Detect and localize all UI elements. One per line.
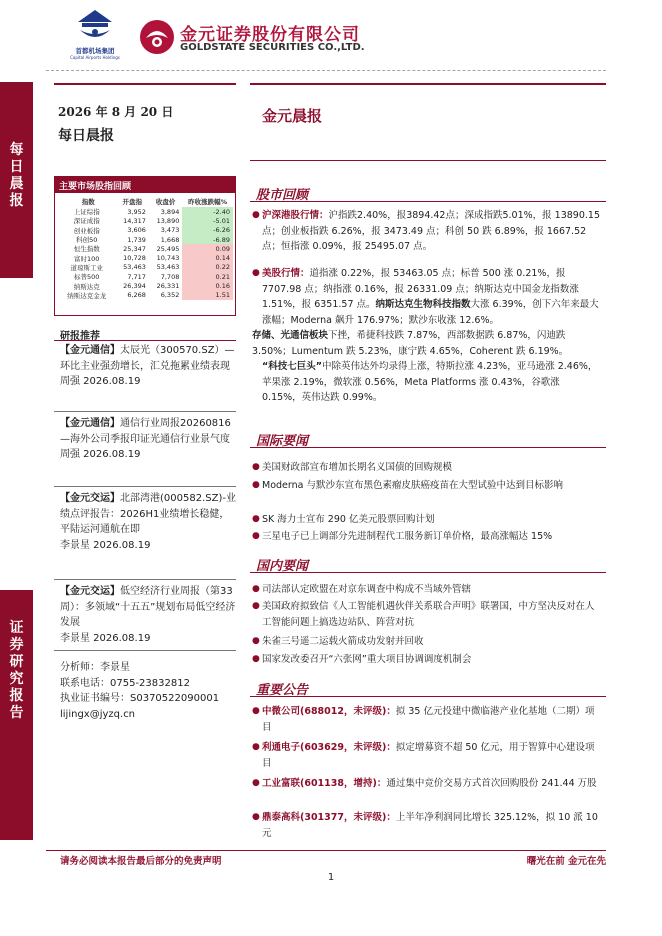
bullet-announce-3: ● 工业富联(601138，增持)：通过集中竞价交易方式首次回购股份 241.44 万股 — [262, 776, 602, 792]
reco-author: 周强 2026.08.19 — [60, 376, 141, 387]
market-row-name: 上证综指 — [73, 208, 100, 217]
analyst-divider — [54, 650, 236, 651]
market-row-close: 7,708 — [160, 272, 180, 281]
market-row-name: 恒生指数 — [73, 245, 100, 254]
bullet-us-market: ● 美股行情：道指涨 0.22%，报 53463.05 点；标普 500 涨 0.21%，报 7707.98 点；纳指涨 0.16%，报 26331.09 点；纳斯达克中国金龙指数涨 1.51%，报 6351.57 点。纳斯达克生物科技指数大涨 6.39%，创下六年来最大涨幅；Moderna 飙升 176.97%；默沙东收涨 12.6%。 存储、光通信板块下挫，希捷科技跌 7.87%，西部数据跌 6.87%，闪迪跌 3.50%；Lumentum 跌 5.23%，康宁跌 4.65%，Coherent 跌 6.19%。 “科技七巨头”中除英伟达外均录得上涨，特斯拉涨 4.23%，亚马逊涨 2.46%，苹果涨 2.19%，微软涨 0.56%，Meta Platforms 涨 0.43%，谷歌涨 0.15%，英伟达跌 0.99%。 — [252, 268, 599, 403]
market-row-close: 25,495 — [156, 244, 180, 253]
side-band-bottom — [0, 590, 33, 840]
reco-divider — [54, 411, 236, 412]
page-number: 1 — [327, 872, 335, 883]
section-divider — [250, 572, 606, 573]
footer-disclaimer[interactable]: 请务必阅读本报告最后部分的免责声明 — [60, 856, 222, 867]
reco-text: 太辰光（300570.SZ）—环比主业强劲增长，汇兑拖累业绩表现 — [60, 345, 235, 372]
market-row-change: 0.22 — [182, 263, 233, 272]
bullet-dot-icon: ● — [252, 706, 260, 716]
bullet-dot-icon: ● — [252, 462, 260, 472]
bullet-dot-icon: ● — [252, 742, 260, 752]
col-header-open: 开盘指 — [122, 198, 142, 206]
market-row — [61, 263, 233, 272]
bullet-dot-icon: ● — [252, 210, 260, 220]
market-row-open: 3,952 — [127, 207, 146, 216]
analyst-name: 分析师：李景星 — [60, 662, 130, 673]
company-name-en: GOLDSTATE SECURITIES CO.,LTD. — [180, 42, 365, 53]
reco-tag: 【金元通信】 — [60, 418, 120, 429]
bullet-dot-icon: ● — [252, 514, 260, 524]
market-row-open: 25,347 — [123, 244, 146, 253]
reco-divider — [54, 486, 236, 487]
market-row-name: 纳斯达克金龙 — [67, 291, 107, 300]
reco-item[interactable] — [60, 584, 236, 646]
market-row-name: 富时100 — [74, 254, 100, 263]
company-name-cn: 金元证券股份有限公司 — [180, 25, 360, 45]
bullet-announce-4: ● 鼎泰高科(301377，未评级)：上半年净利润同比增长 325.12%，拟 10 派 10 元 — [252, 812, 598, 839]
market-row-close: 6,352 — [160, 291, 180, 300]
reco-tag: 【金元交运】 — [60, 586, 120, 597]
reco-tag: 【金元通信】 — [60, 345, 120, 356]
bullet-dot-icon: ● — [252, 584, 260, 594]
airport-caption-cn: 首都机场集团 — [75, 47, 115, 55]
bullet-dot-icon: ● — [252, 812, 260, 822]
report-date-box — [54, 83, 236, 161]
market-row — [61, 216, 233, 225]
reco-author: 李景星 2026.08.19 — [60, 539, 151, 551]
market-row-name: 深证成指 — [73, 217, 100, 226]
market-row-close: 53,463 — [156, 263, 180, 272]
market-row-name: 创业板指 — [73, 226, 100, 235]
bullet-hs-market: ● 沪深港股行情：沪指跌2.40%，报3894.42点；深成指跌5.01%，报 13890.15 点；创业板指跌 6.26%，报 3473.49 点；科创 50 跌 6.89%，报 1667.52 点；恒指涨 0.09%，报 25495.07 点。 — [252, 210, 601, 252]
side-label-bottom: 证 券 研 究 报 告 — [9, 620, 24, 721]
side-label-top: 每 日 晨 报 — [9, 142, 24, 209]
analyst-cert: 执业证书编号：S0370522090001 — [60, 693, 220, 704]
section-title-domestic: 国内要闻 — [256, 559, 309, 574]
market-row-name: 纳斯达克 — [73, 282, 100, 291]
analyst-info — [60, 660, 236, 722]
market-row — [61, 291, 233, 300]
market-row-open: 26,394 — [123, 282, 146, 291]
market-row-change: 0.14 — [182, 253, 233, 262]
section-divider — [250, 696, 606, 697]
reco-item[interactable] — [60, 491, 236, 553]
goldstate-logo — [138, 18, 408, 58]
market-row-close: 3,894 — [160, 207, 180, 216]
market-row-close: 13,890 — [156, 216, 180, 225]
market-row-change: -6.89 — [182, 235, 233, 244]
col-header-index: 指数 — [81, 198, 95, 206]
bullet-domestic-2: ● 美国政府拟致信《人工智能机遇伙伴关系联合声明》联署国，中方坚决反对在人工智能问题上搞选边站队、阵营对抗 — [252, 601, 595, 628]
market-row-close: 26,331 — [156, 282, 180, 291]
market-row-open: 6,268 — [127, 291, 146, 300]
market-row-close: 1,668 — [160, 235, 180, 244]
reco-text: 北部湾港(000582.SZ)-业绩点评报告：2026H1业绩增长稳健，平陆运河通航在即 — [60, 493, 236, 535]
bullet-dot-icon: ● — [252, 531, 260, 541]
reco-text: 低空经济行业周报（第33周）：多领域“十五五”规划布局低空经济发展 — [60, 586, 236, 628]
analyst-phone: 联系电话：0755-23832812 — [60, 677, 190, 689]
section-title-announce: 重要公告 — [256, 683, 309, 698]
analyst-email[interactable]: lijingx@jyzq.cn — [60, 708, 136, 720]
reco-title: 研报推荐 — [60, 331, 100, 342]
footer-slogan: 曙光在前 金元在先 — [526, 856, 606, 867]
market-row-change: -6.26 — [182, 226, 233, 235]
market-index-table — [61, 196, 233, 300]
bullet-dot-icon: ● — [252, 601, 260, 611]
section-title-intl: 国际要闻 — [256, 434, 309, 449]
market-index-box — [54, 176, 236, 316]
market-row-open: 53,463 — [123, 263, 146, 272]
market-row — [61, 281, 233, 290]
market-row — [61, 226, 233, 235]
market-row-change: -5.01 — [182, 216, 233, 225]
market-row-name: 标普500 — [74, 273, 100, 282]
market-row-close: 10,743 — [156, 254, 180, 263]
market-row — [61, 244, 233, 253]
airport-emblem-icon — [74, 8, 116, 44]
col-header-close: 收盘价 — [155, 198, 176, 206]
bullet-intl-1: ● 美国财政部宣布增加长期名义国债的回购规模 — [262, 460, 602, 476]
market-row — [61, 272, 233, 281]
reco-tag: 【金元交运】 — [60, 493, 120, 504]
bullet-dot-icon: ● — [252, 778, 260, 788]
bullet-domestic-4: ● 国家发改委召开“六张网”重大项目协调调度机制会 — [262, 652, 602, 668]
header-logos — [60, 8, 400, 66]
reco-item[interactable] — [60, 416, 236, 463]
reco-text: 通信行业周报20260816—海外公司季报印证光通信行业景气度 — [60, 418, 231, 445]
report-title: 每日晨报 — [58, 128, 114, 144]
footer-divider — [46, 850, 606, 851]
market-row-open: 1,739 — [127, 235, 146, 244]
bullet-intl-3: ● SK 海力士宣布 290 亿美元股票回购计划 — [262, 512, 602, 528]
market-row-open: 7,717 — [127, 272, 146, 281]
market-row-change: 1.51 — [182, 291, 233, 300]
market-row-change: 0.09 — [182, 244, 233, 253]
bullet-announce-1: ● 中微公司(688012，未评级)：拟 35 亿元投建中微临港产业化基地（二期）项目 — [252, 706, 595, 733]
section-divider — [250, 201, 606, 202]
market-row-change: -2.40 — [182, 207, 233, 216]
report-date: 2026 年 8 月 20 日 — [58, 105, 174, 119]
side-band-top — [0, 82, 33, 278]
market-row-name: 科创50 — [76, 236, 98, 245]
market-row-change: 0.16 — [182, 281, 233, 290]
market-row — [61, 207, 233, 216]
market-row-open: 10,728 — [123, 254, 146, 263]
market-row — [61, 235, 233, 244]
market-row-close: 3,473 — [160, 226, 180, 235]
bullet-dot-icon: ● — [252, 480, 260, 490]
market-row — [61, 253, 233, 262]
right-title: 金元晨报 — [262, 107, 323, 125]
header-divider — [46, 70, 606, 71]
bullet-dot-icon: ● — [252, 268, 260, 278]
market-row-change: 0.21 — [182, 272, 233, 281]
section-title-market-review: 股市回顾 — [256, 188, 309, 203]
market-row-open: 14,317 — [123, 216, 146, 225]
reco-divider — [54, 579, 236, 580]
bullet-domestic-3: ● 朱雀三号遥二运载火箭成功发射并回收 — [262, 634, 602, 650]
market-row-open: 3,606 — [127, 226, 146, 235]
bullet-dot-icon: ● — [252, 636, 260, 646]
market-index-title: 主要市场股指回顾 — [55, 177, 235, 193]
bullet-intl-2: ● Moderna 与默沙东宣布黑色素瘤皮肤癌疫苗在大型试验中达到目标影响 — [262, 478, 602, 494]
reco-author: 李景星 2026.08.19 — [60, 632, 151, 644]
airport-caption-en: Capital Airports Holdings — [70, 55, 120, 60]
bullet-dot-icon: ● — [252, 654, 260, 664]
airport-logo — [60, 8, 130, 66]
section-divider — [250, 447, 606, 448]
bullet-intl-4: ● 三星电子已上调部分先进制程代工服务新订单价格，最高涨幅达 15% — [262, 529, 602, 545]
bullet-announce-2: ● 利通电子(603629，未评级)：拟定增募资不超 50 亿元，用于智算中心建设项目 — [252, 742, 595, 769]
goldstate-emblem-icon — [138, 18, 176, 56]
col-header-change: 昨收涨跌幅% — [188, 198, 228, 206]
reco-author: 周强 2026.08.19 — [60, 449, 141, 460]
reco-item[interactable] — [60, 343, 236, 390]
reco-divider — [54, 340, 236, 341]
bullet-domestic-1: ● 司法部认定欧盟在对京东调查中构成不当域外管辖 — [262, 582, 602, 598]
right-header — [250, 83, 606, 161]
market-row-name: 道琼斯工业 — [70, 263, 103, 272]
